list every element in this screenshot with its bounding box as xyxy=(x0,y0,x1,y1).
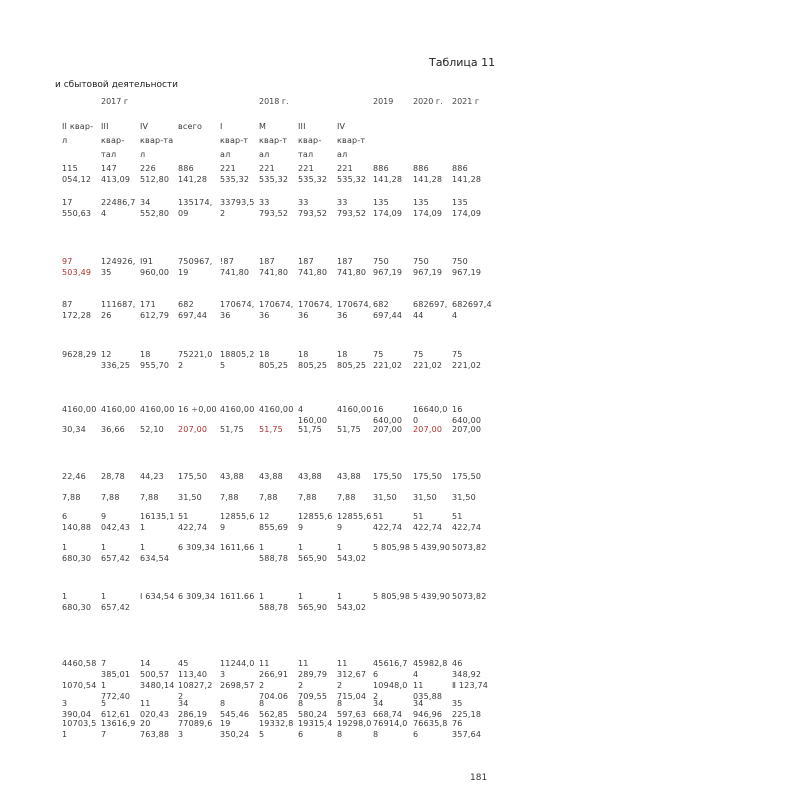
table-cell: 135 174,09 xyxy=(452,198,482,218)
table-cell: 18 805,25 xyxy=(337,350,367,370)
table-cell: 7,88 xyxy=(298,493,317,502)
table-cell: 3480,14 xyxy=(140,681,175,690)
table-cell: 5 805,98 xyxy=(373,592,411,601)
table-cell: 4160,00 xyxy=(259,405,294,414)
table-cell: 33 793,52 xyxy=(337,198,367,218)
table-cell: 4160,00 xyxy=(62,405,97,414)
table-cell: 22486,7 4 xyxy=(101,198,136,218)
table-cell: 170674, 36 xyxy=(298,300,333,320)
table-cell: 43,88 xyxy=(259,472,283,481)
table-cell: 16 640,00 xyxy=(373,405,403,425)
table-cell: 7,88 xyxy=(140,493,159,502)
table-cell: 1 680,30 xyxy=(62,592,92,612)
table-cell: 51,75 xyxy=(298,425,322,434)
table-cell: I 634,54 xyxy=(140,592,175,601)
table-cell: 34 946,96 xyxy=(413,699,443,719)
table-cell: 1 543,02 xyxy=(337,592,367,612)
year-2018: 2018 г. xyxy=(259,97,289,106)
table-cell: 51,75 xyxy=(220,425,244,434)
table-cell: 36,66 xyxy=(101,425,125,434)
table-cell: 76914,0 8 xyxy=(373,719,408,739)
table-cell: 171 612,79 xyxy=(140,300,170,320)
table-cell: 11 289,79 xyxy=(298,659,328,679)
table-cell: 11 312,67 xyxy=(337,659,367,679)
table-cell: 19315,4 6 xyxy=(298,719,333,739)
table-cell: 11 020,43 xyxy=(140,699,170,719)
table-cell: 4460,58 xyxy=(62,659,97,668)
table-cell: 886 141,28 xyxy=(452,164,482,184)
table-cell: 46 348,92 xyxy=(452,659,482,679)
table-cell: 10703,5 1 xyxy=(62,719,97,739)
table-cell: 175,50 xyxy=(413,472,443,481)
table-cell: 1611,66 xyxy=(220,543,255,552)
table-cell: 35 225,18 xyxy=(452,699,482,719)
column-header: II квар- л xyxy=(62,122,94,145)
table-cell: 5073,82 xyxy=(452,543,487,552)
table-title: Таблица 11 xyxy=(429,56,496,69)
table-cell: 5073,82 xyxy=(452,592,487,601)
table-cell: 5 805,98 xyxy=(373,543,411,552)
table-cell: Ⅱ 123,74 xyxy=(452,681,489,690)
page-number: 181 xyxy=(470,773,488,783)
table-cell: 11244,0 3 xyxy=(220,659,255,679)
table-cell: 1 565,90 xyxy=(298,592,328,612)
table-cell: 4160,00 xyxy=(337,405,372,414)
table-cell: 14 500,57 xyxy=(140,659,170,679)
table-cell: 75 221,02 xyxy=(373,350,403,370)
table-cell: 886 141,28 xyxy=(178,164,208,184)
table-cell: 51,75 xyxy=(337,425,361,434)
table-cell: 7,88 xyxy=(101,493,120,502)
table-cell: 135174, 09 xyxy=(178,198,213,218)
table-cell: 33793,5 2 xyxy=(220,198,255,218)
table-cell: 6 140,88 xyxy=(62,512,92,532)
table-cell: 43,88 xyxy=(337,472,361,481)
column-header: IV квар-та л xyxy=(140,122,174,159)
table-cell: 75 221,02 xyxy=(452,350,482,370)
table-cell: 12 855,69 xyxy=(259,512,289,532)
table-cell: 9 042,43 xyxy=(101,512,131,532)
table-cell: 682 697,44 xyxy=(373,300,403,320)
table-cell: 750 967,19 xyxy=(452,257,482,277)
table-cell: 170674, 36 xyxy=(259,300,294,320)
table-cell: 682 697,44 xyxy=(178,300,208,320)
table-cell: 111687, 26 xyxy=(101,300,136,320)
table-cell: 12855,6 9 xyxy=(298,512,333,532)
table-cell: 16640,0 0 xyxy=(413,405,448,425)
table-cell: 187 741,80 xyxy=(298,257,328,277)
table-cell: 33 793,52 xyxy=(298,198,328,218)
table-cell: 1 634,54 xyxy=(140,543,170,563)
table-cell: 886 141,28 xyxy=(373,164,403,184)
table-cell: 11 266,91 xyxy=(259,659,289,679)
table-cell: 682697, 44 xyxy=(413,300,448,320)
table-cell: 17 550,63 xyxy=(62,198,92,218)
table-cell: 30,34 xyxy=(62,425,86,434)
table-cell: 135 174,09 xyxy=(413,198,443,218)
table-cell: 28,78 xyxy=(101,472,125,481)
table-cell: 8 580,24 xyxy=(298,699,328,719)
table-cell: 8 562,85 xyxy=(259,699,289,719)
table-cell: 18 805,25 xyxy=(259,350,289,370)
column-header: I квар-т ал xyxy=(220,122,249,159)
table-cell: 16 ÷0,00 xyxy=(178,405,217,414)
table-cell: 1 680,30 xyxy=(62,543,92,563)
table-cell: 76 357,64 xyxy=(452,719,482,739)
table-cell: 20 763,88 xyxy=(140,719,170,739)
table-cell: 7 385,01 xyxy=(101,659,131,679)
table-cell: 1 657,42 xyxy=(101,592,131,612)
table-cell: 221 535,32 xyxy=(259,164,289,184)
table-cell: 19332,8 5 xyxy=(259,719,294,739)
table-cell: 10948,0 2 xyxy=(373,681,408,701)
table-cell: 31,50 xyxy=(373,493,397,502)
table-cell: 1611.66 xyxy=(220,592,255,601)
table-cell: 6 309,34 xyxy=(178,543,216,552)
table-cell: 4160,00 xyxy=(101,405,136,414)
table-cell: 34 552,80 xyxy=(140,198,170,218)
table-cell: 4160,00 xyxy=(140,405,175,414)
table-cell: 51 422,74 xyxy=(452,512,482,532)
table-cell: 3 390,04 xyxy=(62,699,92,719)
table-cell: 175,50 xyxy=(373,472,403,481)
table-cell: 51 422,74 xyxy=(413,512,443,532)
table-cell: 19298,0 8 xyxy=(337,719,372,739)
table-cell: 207,00 xyxy=(452,425,482,434)
table-cell: 1 657,42 xyxy=(101,543,131,563)
table-cell: 19 350,24 xyxy=(220,719,250,739)
table-cell: 18805,2 5 xyxy=(220,350,255,370)
table-cell: 175,50 xyxy=(178,472,208,481)
table-cell: 221 535,32 xyxy=(298,164,328,184)
table-cell: 31,50 xyxy=(452,493,476,502)
table-cell: 5 612,61 xyxy=(101,699,131,719)
table-cell: 16135,1 1 xyxy=(140,512,175,532)
table-cell: 5 439,90 xyxy=(413,592,451,601)
table-cell: 124926, 35 xyxy=(101,257,136,277)
year-2019: 2019 xyxy=(373,97,394,106)
table-cell: 207,00 xyxy=(413,425,443,434)
table-cell: 45616,7 6 xyxy=(373,659,408,679)
table-cell: 1 565,90 xyxy=(298,543,328,563)
table-cell: 7,88 xyxy=(337,493,356,502)
table-cell: 221 535,32 xyxy=(337,164,367,184)
table-cell: 207,00 xyxy=(178,425,208,434)
table-cell: 44,23 xyxy=(140,472,164,481)
table-cell: 135 174,09 xyxy=(373,198,403,218)
table-cell: 45 113,40 xyxy=(178,659,208,679)
table-cell: 97 503,49 xyxy=(62,257,92,277)
table-cell: 22,46 xyxy=(62,472,86,481)
table-cell: 11 035,88 xyxy=(413,681,443,701)
table-cell: 8 597,63 xyxy=(337,699,367,719)
column-header: всего xyxy=(178,122,203,131)
table-cell: 87 172,28 xyxy=(62,300,92,320)
table-cell: 2 709,55 xyxy=(298,681,328,701)
table-cell: 16 640,00 xyxy=(452,405,482,425)
table-cell: 187 741,80 xyxy=(259,257,289,277)
table-cell: 34 286,19 xyxy=(178,699,208,719)
table-cell: 2698,57 xyxy=(220,681,255,690)
table-cell: 175,50 xyxy=(452,472,482,481)
year-2017: 2017 г xyxy=(101,97,129,106)
table-cell: 750 967,19 xyxy=(413,257,443,277)
column-header: III квар- тал xyxy=(298,122,322,159)
table-cell: 886 141,28 xyxy=(413,164,443,184)
table-cell: 170674, 36 xyxy=(220,300,255,320)
table-cell: 43,88 xyxy=(298,472,322,481)
table-cell: 7,88 xyxy=(62,493,81,502)
table-cell: 2 715,04 xyxy=(337,681,367,701)
table-cell: 31,50 xyxy=(413,493,437,502)
table-cell: 226 512,80 xyxy=(140,164,170,184)
table-cell: 4 160,00 xyxy=(298,405,328,425)
column-header: III квар- тал xyxy=(101,122,125,159)
table-cell: 76635,8 6 xyxy=(413,719,448,739)
table-cell: !87 741,80 xyxy=(220,257,250,277)
table-cell: 221 535,32 xyxy=(220,164,250,184)
table-cell: 45982,8 4 xyxy=(413,659,448,679)
table-cell: 12 336,25 xyxy=(101,350,131,370)
table-cell: 13616,9 7 xyxy=(101,719,136,739)
table-cell: 33 793,52 xyxy=(259,198,289,218)
table-cell: 77089,6 3 xyxy=(178,719,213,739)
column-header: IV квар-т ал xyxy=(337,122,366,159)
year-2021: 2021 г xyxy=(452,97,480,106)
table-cell: 1 588,78 xyxy=(259,543,289,563)
table-cell: 682697,4 4 xyxy=(452,300,492,320)
table-cell: 750967, 19 xyxy=(178,257,213,277)
table-cell: 1 588,78 xyxy=(259,592,289,612)
table-cell: 12855,6 9 xyxy=(220,512,255,532)
table-cell: 75221,0 2 xyxy=(178,350,213,370)
table-cell: 6 309,34 xyxy=(178,592,216,601)
table-cell: 9628,29 xyxy=(62,350,97,359)
table-cell: 170674, 36 xyxy=(337,300,372,320)
table-cell: 52,10 xyxy=(140,425,164,434)
table-cell: 207,00 xyxy=(373,425,403,434)
table-cell: 51 422,74 xyxy=(373,512,403,532)
year-2020: 2020 г. xyxy=(413,97,443,106)
column-header: М квар-т ал xyxy=(259,122,288,159)
table-cell: 147 413,09 xyxy=(101,164,131,184)
table-cell: 10827,2 2 xyxy=(178,681,213,701)
table-cell: 34 668,74 xyxy=(373,699,403,719)
table-cell: 115 054,12 xyxy=(62,164,92,184)
table-cell: 1 772,40 xyxy=(101,681,131,701)
table-cell: 43,88 xyxy=(220,472,244,481)
table-cell: 75 221,02 xyxy=(413,350,443,370)
table-subtitle: и сбытовой деятельности xyxy=(55,80,179,90)
table-cell: 187 741,80 xyxy=(337,257,367,277)
table-cell: 12855,6 9 xyxy=(337,512,372,532)
table-cell: 8 545,46 xyxy=(220,699,250,719)
table-cell: 1070,54 xyxy=(62,681,97,690)
table-cell: 5 439,90 xyxy=(413,543,451,552)
table-cell: 51 422,74 xyxy=(178,512,208,532)
table-cell: I91 960,00 xyxy=(140,257,170,277)
table-cell: 31,50 xyxy=(178,493,202,502)
table-cell: 2 704.06 xyxy=(259,681,289,701)
table-cell: 1 543,02 xyxy=(337,543,367,563)
table-cell: 4160,00 xyxy=(220,405,255,414)
table-cell: 18 805,25 xyxy=(298,350,328,370)
table-cell: 750 967,19 xyxy=(373,257,403,277)
table-cell: 51,75 xyxy=(259,425,283,434)
table-cell: 7,88 xyxy=(259,493,278,502)
table-cell: 18 955,70 xyxy=(140,350,170,370)
table-cell: 7,88 xyxy=(220,493,239,502)
